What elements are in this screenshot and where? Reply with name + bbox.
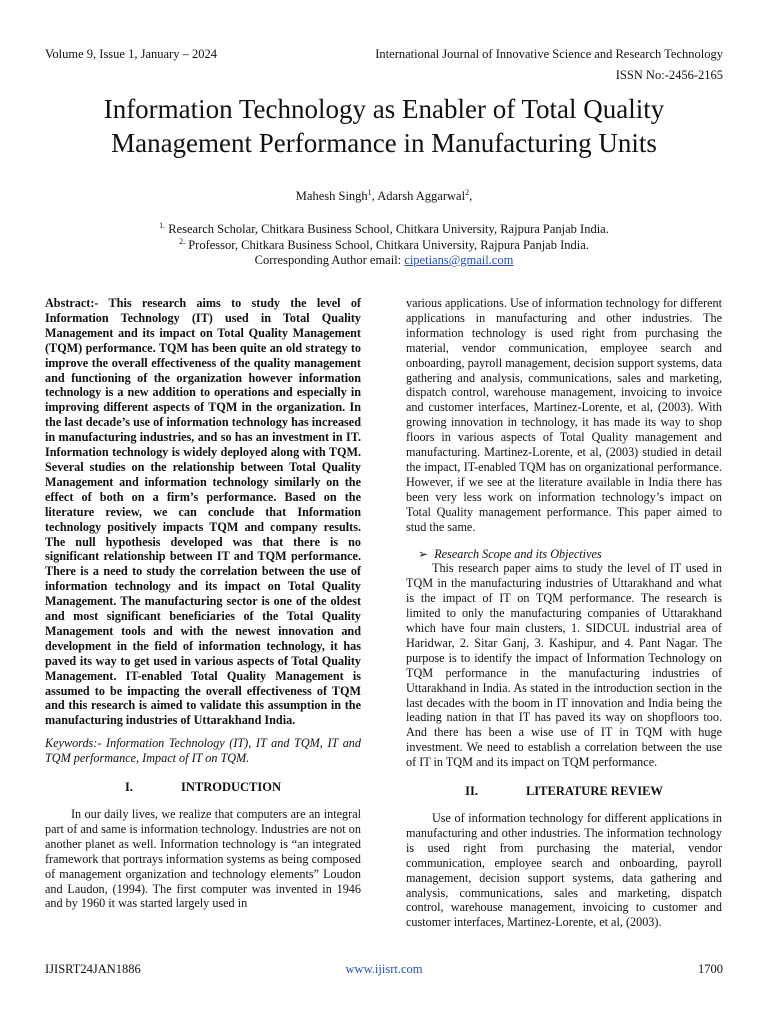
body-paragraph: This research paper aims to study the level of IT used in TQM in the manufacturing industries of Uttarakhand and what is the impact of IT on TQM performance. The research is limited to only the manufacturing companies of Uttarakhand which have four main clusters, 1. SIDCUL industrial area of Haridwar, 2. Sitar Ganj, 3. Kashipur, and 4. Pant Nagar. The purpose is to identify the impact of Information Technology on TQM performance in the manufacturing industries of Uttarakhand in India. As stated in the introduction section in the last decades with the boom in IT innovation and India being the leading nation in that IT has paved its way on shopfloors too. And there has been a wise use of IT in TQM with huge investment. We need to establish a correlation between the use of IT in TQM and its impact on TQM performance. xyxy=(406,561,722,770)
subheading-text: Research Scope and its Objectives xyxy=(434,546,602,561)
footer-paper-id: IJISRT24JAN1886 xyxy=(45,962,141,976)
author-separator: , xyxy=(469,189,473,203)
introduction-paragraph: In our daily lives, we realize that computers are an integral part of and same is information technology. Industries are not on another planet as well. Information technology is “an integrated framework that portrays information systems as being composed of management organization and technology elements” Loudon and Laudon, (1994). The first computer was invented in 1946 and by 1960 it was started largely used in xyxy=(45,807,361,911)
corresponding-label: Corresponding Author email: xyxy=(254,253,405,267)
section-number: I. xyxy=(124,780,133,795)
affiliation-text: Professor, Chitkara Business School, Chitkara University, Rajpura Panjab India. xyxy=(185,237,589,252)
corresponding-email-link[interactable]: cipetians@gmail.com xyxy=(404,253,514,267)
affiliations xyxy=(0,222,768,269)
paper-title-line-2: Management Performance in Manufacturing Units xyxy=(111,128,657,158)
affiliation-marker: 2. xyxy=(179,236,186,246)
paper-title xyxy=(40,92,728,160)
right-column xyxy=(406,296,722,930)
author-superscript: 1 xyxy=(367,187,372,197)
author-name: Mahesh Singh xyxy=(295,189,368,203)
arrow-bullet-icon: ➢ xyxy=(418,546,429,561)
section-title: LITERATURE REVIEW xyxy=(525,784,663,799)
paper-title-line-1: Information Technology as Enabler of Total Quality xyxy=(103,94,665,124)
affiliation-text: Research Scholar, Chitkara Business School, Chitkara University, Rajpura Panjab India. xyxy=(165,222,609,236)
body-paragraph: Use of information technology for different applications in manufacturing and other industries. The information technology is used right from purchasing the material, vendor communication, employee search and onboarding, payroll management, decision support systems, data gathering and analysis, communications, sales and marketing, dispatch control, warehouse management, invoicing to customer and customer interfaces, Martinez-Lorente, et al, (2003). xyxy=(406,811,722,930)
affiliation-marker: 1. xyxy=(159,220,166,230)
affiliation-1 xyxy=(0,222,768,238)
author-name: , Adarsh Aggarwal xyxy=(371,189,466,203)
issn-header: ISSN No:-2456-2165 xyxy=(615,68,723,82)
journal-volume-header: Volume 9, Issue 1, January – 2024 xyxy=(45,47,217,61)
subheading-research-scope xyxy=(418,547,722,562)
author-superscript: 2 xyxy=(465,187,470,197)
footer-page-number: 1700 xyxy=(698,962,723,976)
footer-website-link[interactable]: www.ijisrt.com xyxy=(345,962,423,976)
section-heading-introduction xyxy=(45,780,361,795)
section-title: INTRODUCTION xyxy=(180,780,281,795)
author-list xyxy=(0,189,768,204)
section-number: II. xyxy=(465,784,478,799)
abstract: Abstract:- This research aims to study the level of Information Technology (IT) used in Total Quality Management and its impact on Total Quality Management (TQM) performance. TQM has been quite an old strategy to improve the overall effectiveness of the quality management and functioning of the organization however information technology is a new addition to operations and especially in improving different aspects of TQM in the organization. In the last decade’s use of information technology has increased in manufacturing industries, and so has an investment in IT. Information technology is widely deployed along with TQM. Several studies on the relationship between Total Quality Management and information technology similarly on the effect of both on a firm’s performance. Based on the literature review, we can conclude that Information technology positively impacts TQM and company results. The null hypothesis developed was that there is no significant relationship between IT and TQM performance. There is a need to study the correlation between the use of information technology and its impact on Total Quality Management. The manufacturing sector is one of the oldest and most significant beneficiaries of the Total Quality Management tools and with the newest innovation and development in the field of information technology, it has paved its way to get used in various aspects of Total Quality Management. IT-enabled Total Quality Management is assumed to be impacting the overall effectiveness of TQM and this research is aimed to validate this assumption in the manufacturing industries of Uttarakhand India. xyxy=(45,296,361,728)
left-column xyxy=(45,296,361,911)
affiliation-2 xyxy=(0,238,768,254)
body-paragraph: various applications. Use of information technology for different applications in manufacturing and other industries. The information technology is used right from purchasing the material, vendor communication, employee search and onboarding, payroll management, decision support systems, data gathering and analysis, communications, sales and marketing, dispatch control, warehouse management, invoicing to invoice and customer interfaces, Martinez-Lorente, et al, (2003). With growing innovation in technology, it has made its way to shop floors in various aspects of Total Quality management and manufacturing. Martinez-Lorente, et al, (2003) studied in detail the impact, IT-enabled TQM has on organizational performance. However, if we see at the literature available in India there has been very less work on information technology’s impact on Total Quality management performance. This paper aimed to stud the same. xyxy=(406,296,722,534)
journal-name-header: International Journal of Innovative Science and Research Technology xyxy=(375,47,723,61)
corresponding-author xyxy=(0,253,768,269)
keywords: Keywords:- Information Technology (IT), IT and TQM, IT and TQM performance, Impact of IT on TQM. xyxy=(45,736,361,766)
section-heading-literature-review xyxy=(406,784,722,799)
